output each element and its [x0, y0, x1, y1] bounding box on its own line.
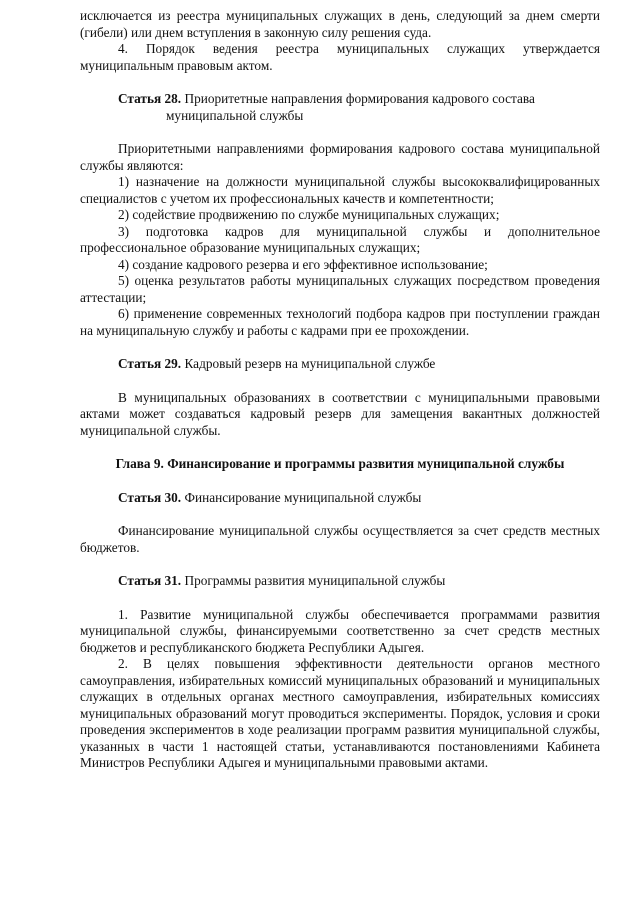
article-28-item: 5) оценка результатов работы муниципальных служащих посредством проведения аттестации;	[80, 273, 600, 305]
article-28-lead: Приоритетными направлениями формирования кадрового состава муниципальной службы являются:	[80, 141, 600, 173]
spacer	[80, 506, 600, 523]
article-28-title: Приоритетные направления формирования кадрового состава муниципальной службы	[166, 91, 535, 123]
article-29-text: В муниципальных образованиях в соответствии с муниципальными правовыми актами может создаваться кадровый резерв для замещения вакантных должностей муниципальной службы.	[80, 389, 600, 438]
article-30-text: Финансирование муниципальной службы осуществляется за счет средств местных бюджетов.	[80, 523, 600, 555]
article-30-title: Финансирование муниципальной службы	[184, 489, 422, 505]
paragraph-4: 4. Порядок ведения реестра муниципальных служащих утверждается муниципальным правовым актом.	[80, 41, 600, 73]
article-29-heading	[80, 356, 600, 373]
article-30-heading	[80, 490, 600, 507]
paragraph-intro: исключается из реестра муниципальных служащих в день, следующий за днем смерти (гибели) или днем вступления в законную силу решения суда.	[80, 8, 600, 40]
spacer	[80, 473, 600, 490]
article-31-paragraph-2: 2. В целях повышения эффективности деятельности органов местного самоуправления, избирательных комиссий муниципальных образований и муниципальных служащих в отдельных органах местного самоуправления, избирательных комиссиях муниципальных образований могут проводиться эксперименты. Порядок, условия и сроки проведения экспериментов в ходе реализации программ развития муниципальной службы, указанных в части 1 настоящей статьи, устанавливаются постановлениями Кабинета Министров Республики Адыгея и муниципальными правовыми актами.	[80, 656, 600, 770]
article-28-heading	[80, 91, 600, 124]
article-28-item: 2) содействие продвижению по службе муниципальных служащих;	[118, 207, 500, 222]
spacer	[80, 590, 600, 607]
spacer	[80, 339, 600, 356]
article-28-item: 4) создание кадрового резерва и его эффективное использование;	[118, 256, 488, 272]
article-31-title: Программы развития муниципальной службы	[184, 573, 446, 588]
article-28-item: 3) подготовка кадров для муниципальной службы и дополнительное профессиональное образование муниципальных служащих;	[80, 223, 600, 255]
article-29-label: Статья 29.	[118, 356, 182, 371]
article-31-heading	[80, 573, 600, 590]
spacer	[80, 124, 600, 141]
spacer	[80, 373, 600, 390]
article-28-item: 1) назначение на должности муниципальной службы высококвалифицированных специалистов с учетом их профессиональных качеств и компетентности;	[80, 174, 600, 206]
chapter-9-heading: Глава 9. Финансирование и программы развития муниципальной службы	[115, 456, 565, 471]
article-28-label: Статья 28.	[118, 91, 182, 106]
spacer	[80, 556, 600, 573]
article-30-label: Статья 30.	[118, 489, 182, 505]
article-29-title: Кадровый резерв на муниципальной службе	[184, 356, 436, 371]
spacer	[80, 74, 600, 91]
article-31-paragraph-1: 1. Развитие муниципальной службы обеспечивается программами развития муниципальной службы, финансируемыми соответственно за счет средств местных бюджетов и республиканского бюджета Республики Адыгея.	[80, 606, 600, 655]
article-31-label: Статья 31.	[118, 573, 182, 588]
spacer	[80, 439, 600, 456]
article-28-item: 6) применение современных технологий подбора кадров при поступлении граждан на муниципальную службу и работы с кадрами при ее прохождении.	[80, 306, 600, 338]
document-page	[80, 8, 600, 772]
